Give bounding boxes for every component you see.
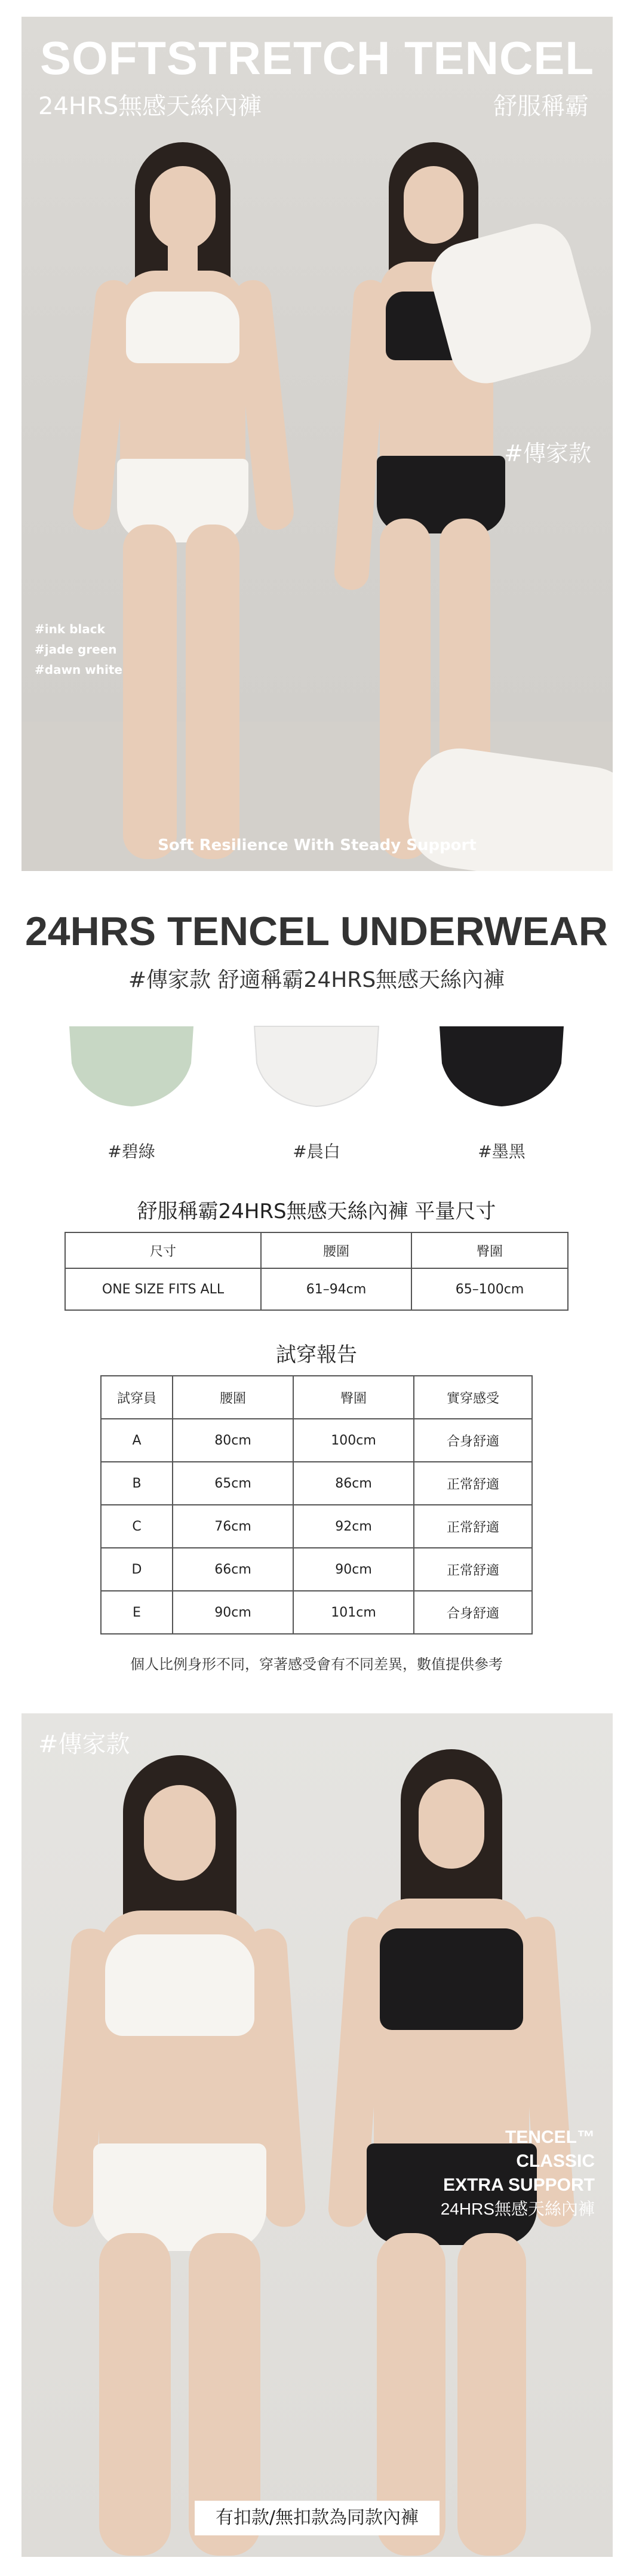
product-title: 24HRS TENCEL UNDERWEAR — [24, 909, 609, 954]
model2-left-bra — [105, 1934, 254, 2036]
table-cell: 92cm — [293, 1505, 414, 1548]
brief-shape — [254, 1026, 379, 1106]
table-cell: 正常舒適 — [414, 1462, 532, 1505]
fit-report-title: 試穿報告 — [276, 1343, 357, 1367]
model2-right-leg-r — [457, 2233, 526, 2556]
table-row — [101, 1462, 532, 1505]
size-table-title: 舒服稱霸24HRS無感天絲內褲 平量尺寸 — [137, 1200, 496, 1223]
table-cell: 合身舒適 — [414, 1419, 532, 1462]
table-row — [101, 1376, 532, 1419]
table-cell: 65–100cm — [411, 1268, 568, 1310]
table-header: 臀圍 — [293, 1376, 414, 1419]
model2-right-face — [419, 1779, 484, 1869]
hero-subtitle-left: 24HRS無感天絲內褲 — [38, 93, 262, 120]
model2-left-figure — [45, 1755, 308, 2556]
feature-line: CLASSIC — [516, 2151, 595, 2171]
table-header: 試穿員 — [101, 1376, 173, 1419]
swatch-black — [434, 1022, 570, 1163]
table-header: 腰圍 — [173, 1376, 293, 1419]
table-cell: E — [101, 1591, 173, 1634]
table-cell: 66cm — [173, 1548, 293, 1591]
brief-shape — [440, 1026, 564, 1106]
feature-line-cn: 24HRS無感天絲內褲 — [440, 2200, 595, 2218]
table-cell: 86cm — [293, 1462, 414, 1505]
swatch-white — [248, 1022, 385, 1163]
table-row — [101, 1505, 532, 1548]
table-row — [101, 1548, 532, 1591]
table-row — [65, 1268, 568, 1310]
table-header: 臀圍 — [411, 1232, 568, 1268]
model2-left-leg-l — [99, 2233, 171, 2556]
table-cell: 90cm — [293, 1548, 414, 1591]
table-cell: C — [101, 1505, 173, 1548]
hero-caption: Soft Resilience With Steady Support — [158, 836, 477, 854]
table-cell: ONE SIZE FITS ALL — [65, 1268, 261, 1310]
model-left-face — [150, 166, 216, 250]
feature-line: TENCEL™ — [505, 2127, 595, 2147]
swatch-label: #晨白 — [293, 1142, 340, 1161]
photo2-feature-text — [441, 2126, 595, 2221]
table-header: 實穿感受 — [414, 1376, 532, 1419]
model-left-bra — [126, 292, 239, 363]
color-tag: #dawn white — [35, 663, 122, 677]
color-tag: #jade green — [35, 642, 117, 657]
model-left-leg-r — [186, 525, 239, 859]
color-tag: #ink black — [35, 622, 105, 636]
table-cell: 61–94cm — [261, 1268, 411, 1310]
table-cell: 正常舒適 — [414, 1505, 532, 1548]
photo2-tag: #傳家款 — [38, 1731, 130, 1758]
size-table — [64, 1232, 569, 1311]
table-cell: 65cm — [173, 1462, 293, 1505]
same-style-button: 有扣款/無扣款為同款內褲 — [195, 2501, 440, 2535]
brief-green-icon — [63, 1022, 199, 1111]
feature-line: EXTRA SUPPORT — [443, 2175, 595, 2195]
table-cell: 90cm — [173, 1591, 293, 1634]
table-cell: 101cm — [293, 1591, 414, 1634]
table-row — [101, 1419, 532, 1462]
table-row — [65, 1232, 568, 1268]
fit-note: 個人比例身形不同，穿著感受會有不同差異，數值提供參考 — [130, 1656, 503, 1673]
product-subtitle: #傳家款 舒適稱霸24HRS無感天絲內褲 — [128, 968, 505, 992]
swatch-green — [63, 1022, 199, 1163]
model-left-leg-l — [123, 525, 177, 859]
bottom-photo — [21, 1713, 613, 2557]
hero-subtitle-right: 舒服稱霸 — [493, 93, 589, 120]
fit-report-table — [100, 1375, 533, 1634]
model-left-figure — [57, 142, 308, 871]
table-cell: A — [101, 1419, 173, 1462]
table-cell: 100cm — [293, 1419, 414, 1462]
table-cell: 合身舒適 — [414, 1591, 532, 1634]
hero-photo — [21, 17, 613, 871]
model-right-face — [404, 166, 463, 244]
hero-color-tags — [35, 619, 122, 680]
model2-left-face — [144, 1785, 216, 1881]
hero-tag: #傳家款 — [504, 440, 591, 467]
model2-right-bra — [380, 1928, 523, 2030]
table-row — [101, 1591, 532, 1634]
hero-title: SOFTSTRETCH TENCEL — [40, 32, 594, 84]
table-cell: D — [101, 1548, 173, 1591]
table-header: 腰圍 — [261, 1232, 411, 1268]
swatch-label: #墨黑 — [478, 1142, 526, 1161]
table-cell: B — [101, 1462, 173, 1505]
table-cell: 正常舒適 — [414, 1548, 532, 1591]
table-cell: 80cm — [173, 1419, 293, 1462]
brief-black-icon — [434, 1022, 570, 1111]
swatch-label: #碧綠 — [107, 1142, 155, 1161]
brief-shape — [69, 1026, 193, 1106]
table-header: 尺寸 — [65, 1232, 261, 1268]
brief-white-icon — [248, 1022, 385, 1111]
table-cell: 76cm — [173, 1505, 293, 1548]
